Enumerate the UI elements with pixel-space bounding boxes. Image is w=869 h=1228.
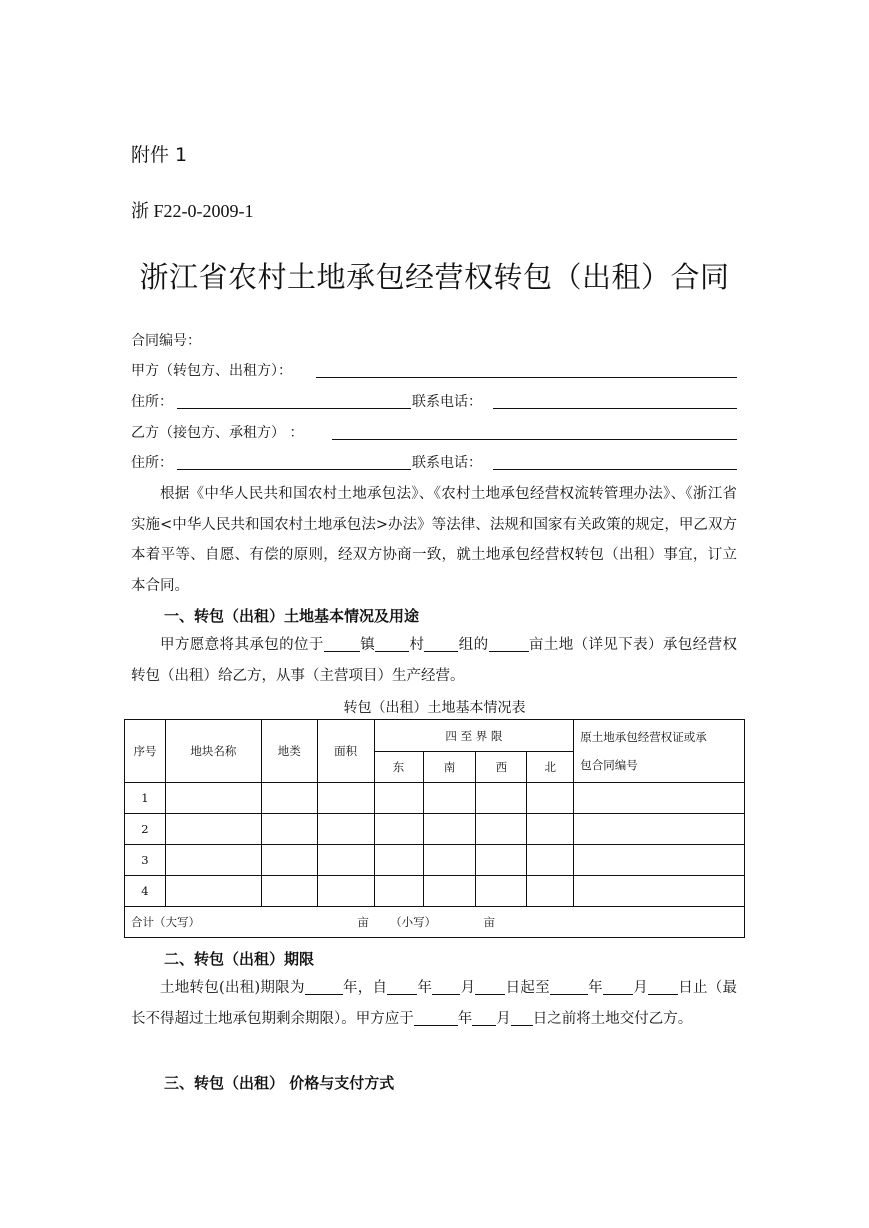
- area-blank[interactable]: [489, 635, 529, 652]
- cell[interactable]: [261, 783, 317, 814]
- header-south: 南: [423, 752, 476, 783]
- cell[interactable]: [423, 845, 476, 876]
- header-east: 东: [374, 752, 423, 783]
- party-b-field[interactable]: [332, 439, 737, 440]
- cell[interactable]: [527, 783, 574, 814]
- cell[interactable]: [317, 783, 374, 814]
- header-certificate-line1: 原土地承包经营权证或承: [580, 730, 707, 744]
- total-unit-2: 亩: [483, 915, 495, 929]
- s2-text-9: 年: [457, 1010, 473, 1027]
- intro-paragraph: [131, 479, 737, 601]
- document-title: 浙江省农村土地承包经营权转包（出租）合同: [139, 260, 730, 294]
- total-cell: [125, 907, 745, 938]
- delivery-day-blank[interactable]: [511, 1009, 533, 1026]
- address-a-label: 住所：: [131, 394, 173, 410]
- cell[interactable]: [374, 876, 423, 907]
- address-b-row: [131, 452, 737, 474]
- phone-b-label: 联系电话：: [412, 455, 482, 471]
- table-row: [125, 783, 745, 814]
- phone-b-field[interactable]: [493, 469, 737, 470]
- table-row: [125, 876, 745, 907]
- cell[interactable]: [374, 783, 423, 814]
- cell[interactable]: [476, 814, 527, 845]
- end-month-blank[interactable]: [603, 978, 633, 995]
- row-seq: 1: [125, 783, 166, 814]
- cell[interactable]: [527, 876, 574, 907]
- delivery-year-blank[interactable]: [414, 1009, 458, 1026]
- cell[interactable]: [261, 845, 317, 876]
- header-boundary: 四 至 界 限: [374, 720, 574, 752]
- section2-paragraph: [131, 973, 737, 1034]
- group-blank[interactable]: [424, 635, 458, 652]
- cell[interactable]: [317, 876, 374, 907]
- header-plot-name: 地块名称: [165, 720, 261, 783]
- s2-text-8: 日止（最长不得超过土地承包期剩余期限）。甲方应于: [131, 980, 738, 1027]
- cell[interactable]: [476, 845, 527, 876]
- cell[interactable]: [423, 783, 476, 814]
- cell[interactable]: [574, 845, 745, 876]
- total-unit-1: 亩: [357, 915, 369, 929]
- document-code: 浙 F22-0-2009-1: [131, 201, 254, 221]
- address-a-field[interactable]: [177, 408, 411, 409]
- village-blank[interactable]: [375, 635, 409, 652]
- cell[interactable]: [476, 783, 527, 814]
- cell[interactable]: [261, 814, 317, 845]
- cell[interactable]: [317, 845, 374, 876]
- s2-text-7: 月: [632, 980, 648, 996]
- intro-text: 根据《中华人民共和国农村土地承包法》、《农村土地承包经营权流转管理办法》、《浙江省实施<中华人民共和国农村土地承包法>办法》等法律、法规和国家有关政策的规定，甲乙双方本着平等、自愿、有偿的原则，经双方协商一致，就土地承包经营权转包（出租）事宜，订立本合同。: [131, 486, 737, 594]
- land-info-table: [124, 719, 745, 938]
- end-day-blank[interactable]: [648, 978, 678, 995]
- cell[interactable]: [423, 876, 476, 907]
- s1-text-2: 镇: [359, 637, 376, 653]
- section2-heading: 二、转包（出租）期限: [164, 950, 315, 968]
- cell[interactable]: [476, 876, 527, 907]
- cell[interactable]: [574, 783, 745, 814]
- delivery-month-blank[interactable]: [472, 1009, 496, 1026]
- cell[interactable]: [527, 814, 574, 845]
- s2-text-6: 年: [587, 980, 603, 996]
- party-a-row: [131, 360, 737, 382]
- cell[interactable]: [527, 845, 574, 876]
- s1-text-4: 组的: [458, 637, 489, 653]
- start-day-blank[interactable]: [475, 978, 505, 995]
- contract-number-row: [131, 330, 201, 352]
- party-a-field[interactable]: [316, 377, 737, 378]
- header-certificate-line2: 包合同编号: [580, 758, 638, 772]
- party-b-row: [131, 422, 737, 444]
- cell[interactable]: [165, 876, 261, 907]
- total-small-label: （小写）: [390, 915, 437, 929]
- s1-text-5: 亩土地（详见下表）承包经营权转包（出租）给乙方，从事（主营项目）生产经营。: [131, 637, 737, 684]
- cell[interactable]: [374, 845, 423, 876]
- cell[interactable]: [423, 814, 476, 845]
- table-caption: 转包（出租）土地基本情况表: [343, 700, 526, 716]
- start-month-blank[interactable]: [432, 978, 460, 995]
- row-seq: 4: [125, 876, 166, 907]
- term-years-blank[interactable]: [305, 978, 343, 995]
- row-seq: 2: [125, 814, 166, 845]
- header-certificate: [574, 720, 745, 783]
- s1-text-1: 甲方愿意将其承包的位于: [160, 637, 324, 653]
- party-a-label: 甲方（转包方、出租方）：: [131, 363, 292, 379]
- cell[interactable]: [165, 845, 261, 876]
- cell[interactable]: [165, 783, 261, 814]
- header-area: 面积: [317, 720, 374, 783]
- attachment-label: 附件 1: [131, 144, 188, 166]
- address-b-field[interactable]: [177, 469, 411, 470]
- header-west: 西: [476, 752, 527, 783]
- cell[interactable]: [374, 814, 423, 845]
- cell[interactable]: [261, 876, 317, 907]
- end-year-blank[interactable]: [550, 978, 588, 995]
- s2-text-5: 日起至: [505, 980, 550, 996]
- address-a-row: [131, 391, 737, 413]
- row-seq: 3: [125, 845, 166, 876]
- total-label: 合计（大写）: [131, 915, 200, 929]
- table-row: [125, 814, 745, 845]
- s1-text-3: 村: [409, 637, 425, 653]
- section3-heading: 三、转包（出租） 价格与支付方式: [164, 1074, 395, 1092]
- town-blank[interactable]: [324, 635, 360, 652]
- section1-paragraph: [131, 630, 737, 691]
- header-seq: 序号: [125, 720, 166, 783]
- cell[interactable]: [317, 814, 374, 845]
- cell[interactable]: [574, 876, 745, 907]
- phone-a-field[interactable]: [493, 408, 737, 409]
- address-b-label: 住所：: [131, 455, 173, 471]
- phone-a-label: 联系电话：: [412, 394, 482, 410]
- header-land-type: 地类: [261, 720, 317, 783]
- header-north: 北: [527, 752, 574, 783]
- party-b-label: 乙方（接包方、承租方） ：: [131, 425, 304, 441]
- s2-text-2: 年，自: [342, 980, 388, 996]
- table-row: [125, 845, 745, 876]
- cell[interactable]: [574, 814, 745, 845]
- total-row: [125, 907, 745, 938]
- s2-text-11: 日之前将土地交付乙方。: [532, 1010, 693, 1027]
- s2-text-3: 年: [417, 980, 433, 996]
- start-year-blank[interactable]: [387, 978, 417, 995]
- section1-heading: 一、转包（出租）土地基本情况及用途: [164, 607, 420, 625]
- s2-text-4: 月: [460, 980, 476, 996]
- contract-number-label: 合同编号：: [131, 333, 201, 349]
- cell[interactable]: [165, 814, 261, 845]
- s2-text-1: 土地转包(出租)期限为: [160, 980, 305, 996]
- s2-text-10: 月: [496, 1010, 511, 1027]
